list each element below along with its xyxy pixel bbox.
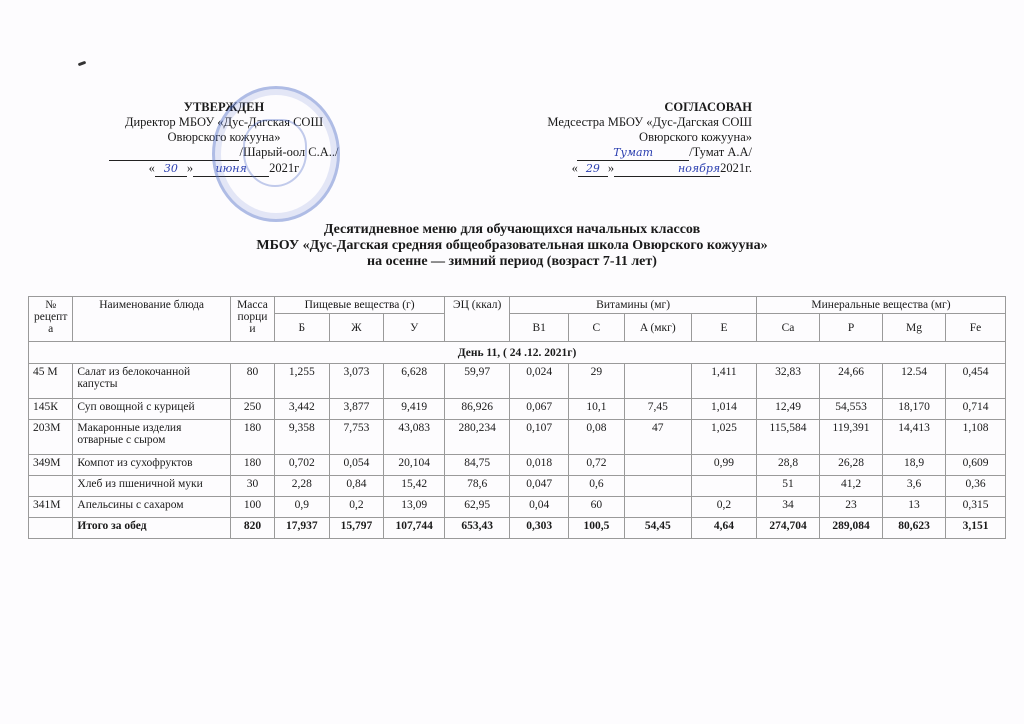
cell-energy: 78,6	[445, 476, 510, 497]
cell-portion-mass: 180	[230, 455, 274, 476]
cell-calcium: 274,704	[757, 518, 820, 539]
approval-year: 2021г	[269, 161, 300, 175]
header-minerals: Минеральные вещества (мг)	[757, 297, 1006, 314]
table-row	[29, 497, 1006, 518]
cell-energy: 86,926	[445, 399, 510, 420]
approval-line2: Овюрского кожууна»	[167, 130, 281, 144]
cell-magnesium: 80,623	[883, 518, 946, 539]
cell-recipe-code	[29, 518, 73, 539]
cell-vitamin-c: 0,72	[569, 455, 625, 476]
cell-iron: 0,609	[946, 455, 1006, 476]
cell-vitamin-a	[624, 476, 691, 497]
cell-vitamin-e: 1,411	[691, 364, 756, 399]
cell-carbs: 20,104	[384, 455, 445, 476]
cell-vitamin-b1: 0,04	[510, 497, 569, 518]
table-row	[29, 476, 1006, 497]
cell-recipe-code: 341М	[29, 497, 73, 518]
header-vitamins: Витамины (мг)	[510, 297, 757, 314]
header-dish-name: Наименование блюда	[73, 297, 231, 342]
day-label: День 11, ( 24 .12. 2021г)	[29, 342, 1006, 364]
header-e: E	[691, 314, 756, 342]
agreement-signature-name: /Тумат А.А/	[689, 145, 752, 159]
cell-magnesium: 12.54	[883, 364, 946, 399]
cell-portion-mass: 30	[230, 476, 274, 497]
cell-vitamin-a: 54,45	[624, 518, 691, 539]
cell-iron: 0,36	[946, 476, 1006, 497]
cell-vitamin-b1: 0,018	[510, 455, 569, 476]
cell-carbs: 13,09	[384, 497, 445, 518]
cell-portion-mass: 80	[230, 364, 274, 399]
header-b1: B1	[510, 314, 569, 342]
cell-protein: 17,937	[275, 518, 330, 539]
agreement-signature-line	[480, 145, 752, 161]
approval-day: 30	[155, 161, 187, 177]
agreement-day: 29	[578, 161, 608, 177]
cell-vitamin-a: 7,45	[624, 399, 691, 420]
approval-heading: УТВЕРЖДЕН	[183, 100, 265, 114]
approval-signature-name: /Шарый-оол С.А../	[239, 145, 339, 159]
cell-portion-mass: 250	[230, 399, 274, 420]
header-protein: Б	[275, 314, 330, 342]
cell-recipe-code	[29, 476, 73, 497]
cell-vitamin-e: 0,99	[691, 455, 756, 476]
cell-vitamin-e: 1,014	[691, 399, 756, 420]
cell-vitamin-b1: 0,067	[510, 399, 569, 420]
cell-fat: 7,753	[329, 420, 384, 455]
cell-dish-name: Хлеб из пшеничной муки	[73, 476, 231, 497]
header-portion-mass: Масса порци и	[230, 297, 274, 342]
header-recipe-no: № рецепт а	[29, 297, 73, 342]
cell-energy: 62,95	[445, 497, 510, 518]
table-row	[29, 364, 1006, 399]
agreement-year: 2021г.	[720, 161, 752, 175]
cell-recipe-code: 45 М	[29, 364, 73, 399]
cell-energy: 280,234	[445, 420, 510, 455]
cell-phosphorus: 119,391	[820, 420, 883, 455]
header-c: C	[569, 314, 625, 342]
cell-vitamin-c: 0,6	[569, 476, 625, 497]
header-ca: Ca	[757, 314, 820, 342]
cell-phosphorus: 289,084	[820, 518, 883, 539]
cell-fat: 0,2	[329, 497, 384, 518]
cell-iron: 1,108	[946, 420, 1006, 455]
cell-vitamin-c: 29	[569, 364, 625, 399]
cell-calcium: 115,584	[757, 420, 820, 455]
agreement-month: ноября	[614, 161, 720, 177]
title-line3: на осенне — зимний период (возраст 7-11 лет)	[367, 254, 657, 269]
cell-portion-mass: 820	[230, 518, 274, 539]
menu-table	[28, 296, 1006, 539]
cell-dish-name: Итого за обед	[73, 518, 231, 539]
cell-vitamin-a: 47	[624, 420, 691, 455]
cell-vitamin-b1: 0,303	[510, 518, 569, 539]
cell-vitamin-c: 60	[569, 497, 625, 518]
cell-iron: 0,454	[946, 364, 1006, 399]
header-fat: Ж	[329, 314, 384, 342]
cell-iron: 3,151	[946, 518, 1006, 539]
approval-month: июня	[193, 161, 269, 177]
cell-vitamin-c: 0,08	[569, 420, 625, 455]
cell-recipe-code: 349М	[29, 455, 73, 476]
cell-vitamin-e: 0,2	[691, 497, 756, 518]
agreement-line2: Овюрского кожууна»	[639, 130, 752, 144]
cell-dish-name: Салат из белокочанной капусты	[73, 364, 231, 399]
cell-calcium: 34	[757, 497, 820, 518]
cell-protein: 2,28	[275, 476, 330, 497]
cell-vitamin-b1: 0,047	[510, 476, 569, 497]
cell-vitamin-a	[624, 497, 691, 518]
cell-phosphorus: 54,553	[820, 399, 883, 420]
cell-phosphorus: 41,2	[820, 476, 883, 497]
cell-recipe-code: 145К	[29, 399, 73, 420]
cell-energy: 653,43	[445, 518, 510, 539]
approval-block	[88, 100, 360, 177]
approval-signature-line	[88, 145, 360, 161]
agreement-block	[480, 100, 752, 177]
cell-protein: 0,9	[275, 497, 330, 518]
cell-dish-name: Компот из сухофруктов	[73, 455, 231, 476]
cell-vitamin-e	[691, 476, 756, 497]
cell-carbs: 15,42	[384, 476, 445, 497]
agreement-date: « 29 » ноября2021г.	[571, 161, 752, 175]
cell-phosphorus: 23	[820, 497, 883, 518]
cell-carbs: 6,628	[384, 364, 445, 399]
header-fe: Fe	[946, 314, 1006, 342]
table-row	[29, 420, 1006, 455]
cell-fat: 0,054	[329, 455, 384, 476]
cell-magnesium: 14,413	[883, 420, 946, 455]
cell-vitamin-c: 100,5	[569, 518, 625, 539]
total-row	[29, 518, 1006, 539]
header-nutrients: Пищевые вещества (г)	[275, 297, 445, 314]
title-line1: Десятидневное меню для обучающихся начальных классов	[323, 222, 701, 237]
agreement-signature: Тумат	[577, 145, 689, 161]
cell-fat: 3,073	[329, 364, 384, 399]
header-a: A (мкг)	[624, 314, 691, 342]
cell-vitamin-a	[624, 455, 691, 476]
cell-protein: 3,442	[275, 399, 330, 420]
cell-iron: 0,714	[946, 399, 1006, 420]
cell-fat: 15,797	[329, 518, 384, 539]
cell-vitamin-b1: 0,024	[510, 364, 569, 399]
cell-dish-name: Макаронные изделия отварные с сыром	[73, 420, 231, 455]
cell-calcium: 51	[757, 476, 820, 497]
cell-magnesium: 18,170	[883, 399, 946, 420]
cell-phosphorus: 26,28	[820, 455, 883, 476]
cell-protein: 0,702	[275, 455, 330, 476]
cell-portion-mass: 180	[230, 420, 274, 455]
cell-vitamin-e: 4,64	[691, 518, 756, 539]
cell-magnesium: 18,9	[883, 455, 946, 476]
cell-energy: 84,75	[445, 455, 510, 476]
cell-magnesium: 13	[883, 497, 946, 518]
cell-vitamin-c: 10,1	[569, 399, 625, 420]
cell-dish-name: Апельсины с сахаром	[73, 497, 231, 518]
scan-mark	[78, 61, 87, 67]
cell-magnesium: 3,6	[883, 476, 946, 497]
header-carbs: У	[384, 314, 445, 342]
cell-fat: 0,84	[329, 476, 384, 497]
cell-phosphorus: 24,66	[820, 364, 883, 399]
approval-date: « 30 » июня 2021г	[148, 161, 300, 175]
cell-carbs: 43,083	[384, 420, 445, 455]
cell-fat: 3,877	[329, 399, 384, 420]
header-p: P	[820, 314, 883, 342]
cell-dish-name: Суп овощной с курицей	[73, 399, 231, 420]
cell-protein: 1,255	[275, 364, 330, 399]
header-energy: ЭЦ (ккал)	[445, 297, 510, 342]
cell-vitamin-a	[624, 364, 691, 399]
agreement-line1: Медсестра МБОУ «Дус-Дагская СОШ	[547, 115, 752, 129]
document-title	[0, 222, 1024, 270]
cell-vitamin-e: 1,025	[691, 420, 756, 455]
cell-vitamin-b1: 0,107	[510, 420, 569, 455]
cell-calcium: 32,83	[757, 364, 820, 399]
cell-iron: 0,315	[946, 497, 1006, 518]
cell-protein: 9,358	[275, 420, 330, 455]
table-row	[29, 399, 1006, 420]
cell-recipe-code: 203М	[29, 420, 73, 455]
cell-portion-mass: 100	[230, 497, 274, 518]
cell-calcium: 28,8	[757, 455, 820, 476]
approval-line1: Директор МБОУ «Дус-Дагская СОШ	[124, 115, 324, 129]
cell-calcium: 12,49	[757, 399, 820, 420]
cell-energy: 59,97	[445, 364, 510, 399]
cell-carbs: 9,419	[384, 399, 445, 420]
header-mg: Mg	[883, 314, 946, 342]
agreement-heading: СОГЛАСОВАН	[664, 100, 752, 114]
title-line2: МБОУ «Дус-Дагская средняя общеобразовательная школа Овюрского кожууна»	[256, 238, 768, 253]
table-row	[29, 455, 1006, 476]
cell-carbs: 107,744	[384, 518, 445, 539]
